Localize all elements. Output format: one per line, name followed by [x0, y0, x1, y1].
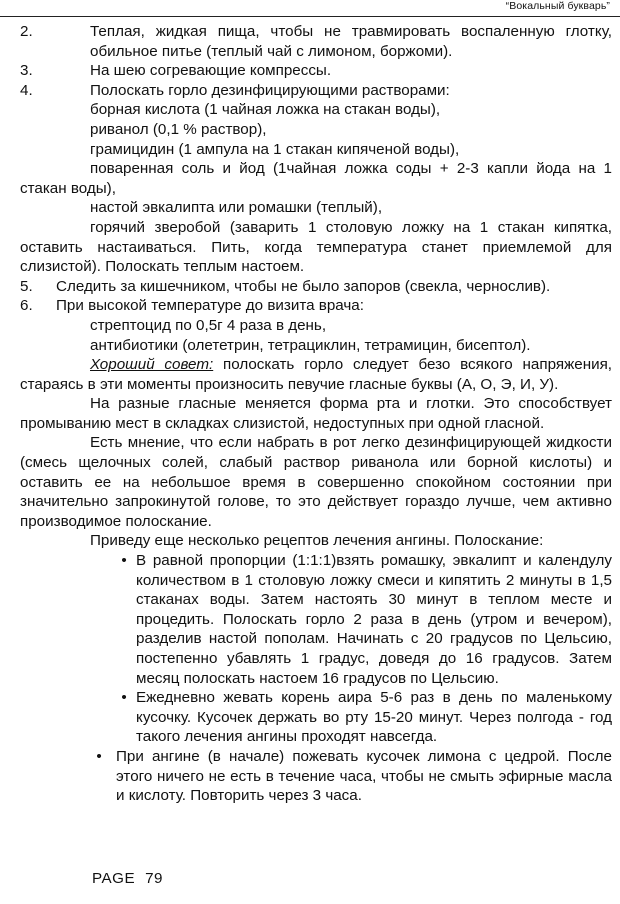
bullet-icon: • [121, 552, 127, 570]
item-text: Теплая, жидкая пища, чтобы не травмировать воспаленную глотку, обильное питье (теплый чай с лимоном, боржоми). [90, 23, 612, 60]
bullet-text: При ангине (в начале) пожевать кусочек лимона с цедрой. После этого ничего не есть в течение часа, чтобы не смыть эфирные масла и кислоту. Повторить через 3 часа. [116, 747, 612, 805]
bullet-text: В равной пропорции (1:1:1)взять ромашку, эвкалипт и календулу количеством в 1 столовую ложку смеси и кипятить 2 минуты в 1,5 стаканах воды. Затем настоять 30 минут в теплом месте и процедить. Полоскать горло 2 раза в день (утром и вечером), разделив настой пополам. Начинать с 20 градусов по Цельсию, постепенно убавлять 1 градус, доведя до 16 градусов. Затем месяц полоскать настоем 16 градусов по Цельсию. [136, 552, 612, 687]
bullet-text: Ежедневно жевать корень аира 5-6 раз в день по маленькому кусочку. Кусочек держать во рту 15-20 минут. Через полгода - год такого лечения ангины проходят навсегда. [136, 689, 612, 746]
sub-item-antibiotics: антибиотики (олететрин, тетрациклин, тетрамицин, бисептол). [90, 336, 531, 354]
header-title: “Вокальный букварь” [505, 0, 610, 12]
page-footer [92, 870, 163, 887]
page-number: 79 [145, 870, 163, 887]
list-item-2 [20, 22, 612, 61]
list-item-3 [20, 61, 612, 81]
advice-paragraph [20, 355, 612, 394]
sub-item-gramicidin: грамицидин (1 ампула на 1 стакан кипяченой воды), [90, 140, 460, 158]
paragraph-vowels: На разные гласные меняется форма рта и глотки. Это способствует промыванию мест в складках слизистой, недоступных при одной гласной. [20, 395, 612, 432]
advice-label: Хороший совет: [90, 356, 214, 374]
item-text: На шею согревающие компрессы. [90, 62, 332, 80]
paragraph-opinion: Есть мнение, что если набрать в рот легко дезинфицирующей жидкости (смесь щелочных солей, слабый раствор риванола или борной кислоты) и оставить ее на небольшое время в совершенно спокойном состоянии при значительно запрокинутой голове, то это действует гораздо лучше, чем активно производимое полоскание. [20, 434, 612, 530]
sub-item-rivanol: риванол (0,1 % раствор), [90, 120, 267, 138]
item-text: При высокой температуре до визита врача: [56, 297, 364, 315]
paragraph-recipes-intro: Приведу еще несколько рецептов лечения ангины. Полоскание: [90, 532, 544, 550]
bullet-icon: • [121, 689, 127, 707]
sub-item-streptocide: стрептоцид по 0,5г 4 раза в день, [90, 316, 327, 334]
item-number: 4. [20, 81, 33, 99]
bullet-item-lemon [20, 747, 612, 806]
sub-item-st-johns-wort: горячий зверобой (заварить 1 столовую ложку на 1 стакан кипятка, оставить настаиваться. Пить, когда температура станет приемлемой для слизистой). Полоскать теплым настоем. [20, 218, 612, 276]
advice-text: полоскать горло следует безо всякого напряжения, стараясь в эти моменты произносить певучие гласные буквы (А, О, Э, И, У). [20, 356, 613, 393]
list-item-5 [20, 277, 612, 297]
item-number: 2. [20, 23, 33, 40]
bullet-icon: • [96, 747, 102, 765]
list-item-4 [20, 81, 612, 101]
sub-item-boric-acid: борная кислота (1 чайная ложка на стакан воды), [90, 101, 441, 119]
item-number: 3. [20, 62, 33, 80]
running-header [0, 0, 620, 17]
sub-item-salt-iodine: поваренная соль и йод (1чайная ложка соды + 2-3 капли йода на 1 стакан воды), [20, 160, 612, 197]
page-label: PAGE [92, 870, 136, 887]
item-number: 6. [20, 297, 33, 315]
item-text: Следить за кишечником, чтобы не было запоров (свекла, чернослив). [56, 277, 551, 295]
item-number: 5. [20, 277, 33, 295]
sub-item-eucalyptus: настой эвкалипта или ромашки (теплый), [90, 199, 383, 217]
page-content [20, 22, 612, 806]
list-item-6 [20, 296, 612, 316]
bullet-item-calamus-root [20, 688, 612, 747]
bullet-item-herbal-mix [20, 551, 612, 688]
item-text: Полоскать горло дезинфицирующими растворами: [90, 81, 450, 99]
